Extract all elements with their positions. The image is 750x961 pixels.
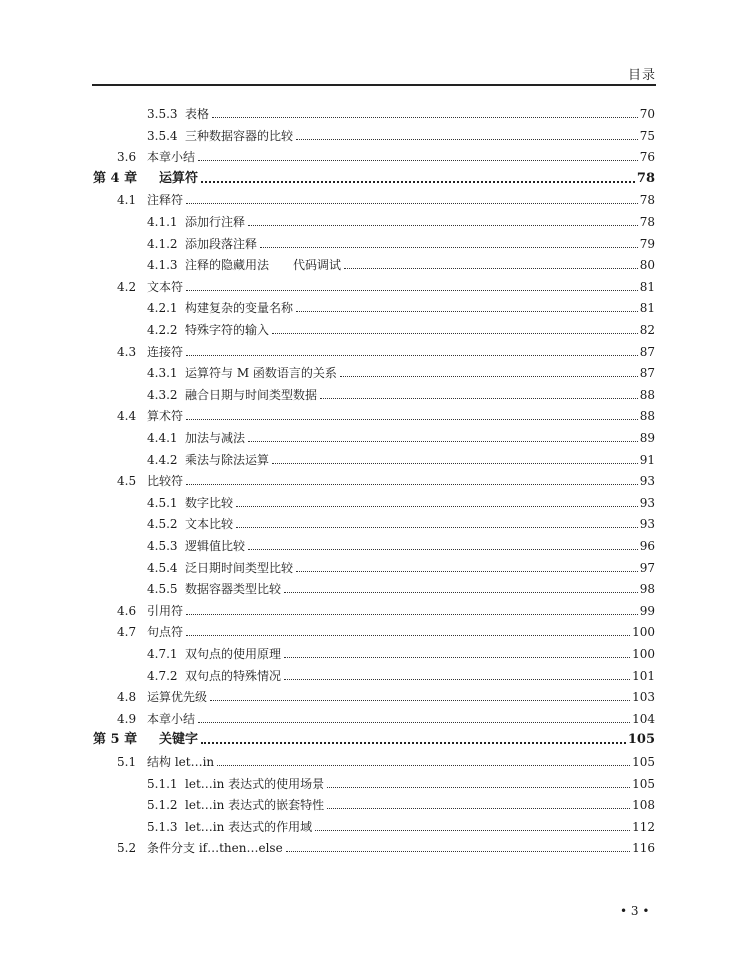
toc-entry-number: 4.4.2 bbox=[147, 452, 178, 467]
toc-entry[interactable] bbox=[147, 817, 655, 835]
dot-leader bbox=[296, 311, 638, 312]
toc-entry-number: 4.2.2 bbox=[147, 323, 178, 337]
toc-entry[interactable] bbox=[147, 666, 655, 684]
dot-leader bbox=[186, 614, 638, 615]
toc-entry-number: 5.1.3 bbox=[147, 819, 178, 834]
toc-entry[interactable] bbox=[147, 320, 655, 338]
toc-entry-page: 105 bbox=[632, 755, 655, 769]
toc-entry-page: 93 bbox=[639, 495, 655, 510]
toc-entry[interactable] bbox=[117, 406, 655, 424]
dot-leader bbox=[217, 765, 630, 766]
dot-leader bbox=[186, 290, 638, 291]
dot-leader bbox=[236, 527, 638, 528]
toc-entry-title: 关键字 bbox=[159, 732, 199, 748]
dot-leader bbox=[320, 398, 638, 399]
dot-leader bbox=[340, 376, 638, 377]
toc-entry[interactable] bbox=[117, 752, 655, 770]
toc-entry-page: 108 bbox=[632, 798, 655, 813]
toc-entry-page: 116 bbox=[632, 841, 655, 856]
toc-entry-title: 注释符 bbox=[147, 193, 184, 208]
toc-entry-page: 78 bbox=[639, 193, 655, 208]
toc-entry-page: 82 bbox=[639, 323, 655, 337]
dot-leader bbox=[315, 830, 630, 831]
toc-entry-number: 4.1.1 bbox=[147, 215, 178, 229]
toc-entry-number: 3.5.3 bbox=[147, 107, 178, 121]
toc-entry-number: 4.1.3 bbox=[147, 258, 178, 273]
toc-entry-page: 93 bbox=[639, 474, 655, 489]
toc-entry-title: 算术符 bbox=[147, 409, 184, 424]
toc-entry-number: 4.6 bbox=[117, 603, 137, 618]
dot-leader bbox=[296, 139, 638, 140]
toc-entry-page: 105 bbox=[632, 776, 655, 791]
toc-entry-title: 结构 let…in bbox=[147, 755, 215, 769]
toc-entry[interactable] bbox=[147, 774, 655, 792]
toc-entry-title: let…in 表达式的作用域 bbox=[185, 819, 313, 834]
dot-leader bbox=[272, 333, 638, 334]
toc-entry-title: 运算符 bbox=[159, 170, 199, 186]
dot-leader bbox=[198, 722, 630, 723]
toc-entry-page: 93 bbox=[639, 517, 655, 532]
toc-entry-number: 第 4 章 bbox=[93, 170, 138, 186]
toc-entry[interactable] bbox=[117, 471, 655, 489]
toc-entry-title: 加法与减法 bbox=[185, 431, 246, 445]
running-header-title: 目录 bbox=[627, 68, 656, 83]
toc-entry-page: 100 bbox=[632, 625, 655, 640]
toc-entry-title: 融合日期与时间类型数据 bbox=[185, 387, 318, 402]
toc-entry-page: 98 bbox=[639, 582, 655, 597]
dot-leader bbox=[344, 268, 638, 269]
toc-entry-page: 87 bbox=[639, 366, 655, 381]
toc-entry-number: 4.5.1 bbox=[147, 495, 178, 510]
dot-leader bbox=[198, 160, 638, 161]
toc-entry-title: 构建复杂的变量名称 bbox=[185, 301, 294, 316]
toc-entry-title: 三种数据容器的比较 bbox=[185, 128, 294, 143]
toc-entry-number: 4.5.4 bbox=[147, 560, 178, 575]
toc-entry-number: 4.3.1 bbox=[147, 366, 178, 381]
toc-entry-page: 75 bbox=[639, 128, 655, 143]
toc-entry-number: 3.5.4 bbox=[147, 128, 178, 143]
toc-entry[interactable] bbox=[147, 450, 655, 468]
toc-entry[interactable] bbox=[117, 622, 655, 640]
dot-leader bbox=[284, 592, 638, 593]
toc-entry[interactable] bbox=[117, 277, 655, 295]
dot-leader bbox=[248, 549, 638, 550]
toc-entry-page: 79 bbox=[639, 236, 655, 251]
toc-entry-title: 文本比较 bbox=[185, 517, 234, 532]
toc-entry[interactable] bbox=[147, 104, 655, 122]
toc-entry-title: 注释的隐藏用法 代码调试 bbox=[185, 258, 342, 273]
toc-entry-page: 99 bbox=[639, 603, 655, 618]
toc-entry-title: 数字比较 bbox=[185, 495, 234, 510]
dot-leader bbox=[272, 463, 638, 464]
toc-entry[interactable] bbox=[147, 644, 655, 662]
toc-entry-number: 4.7.1 bbox=[147, 647, 178, 661]
dot-leader bbox=[327, 808, 630, 809]
toc-entry-title: 条件分支 if…then…else bbox=[147, 841, 283, 856]
toc-entry-page: 112 bbox=[632, 819, 655, 834]
toc-entry-title: 句点符 bbox=[147, 625, 184, 640]
toc-entry-title: 运算符与 M 函数语言的关系 bbox=[185, 366, 337, 381]
dot-leader bbox=[296, 571, 638, 572]
toc-entry[interactable] bbox=[147, 126, 655, 144]
toc-entry-number: 5.1 bbox=[117, 755, 137, 769]
page-number: • 3 • bbox=[620, 904, 650, 918]
toc-entry-number: 4.4.1 bbox=[147, 431, 178, 445]
toc-entry-title: 本章小结 bbox=[147, 711, 196, 726]
toc-entry-page: 80 bbox=[639, 258, 655, 273]
toc-entry[interactable] bbox=[147, 298, 655, 316]
toc-entry-number: 4.5.5 bbox=[147, 582, 178, 597]
toc-entry-title: 添加段落注释 bbox=[185, 236, 258, 251]
toc-entry-title: 数据容器类型比较 bbox=[185, 582, 282, 597]
toc-entry-number: 4.9 bbox=[117, 711, 137, 726]
toc-entry-page: 96 bbox=[639, 539, 655, 553]
dot-leader bbox=[212, 117, 638, 118]
toc-entry-page: 81 bbox=[639, 279, 655, 294]
toc-entry-title: let…in 表达式的嵌套特性 bbox=[185, 798, 325, 813]
toc-entry-number: 3.6 bbox=[117, 150, 137, 165]
toc-entry[interactable] bbox=[117, 147, 655, 165]
toc-entry-title: 表格 bbox=[185, 107, 210, 121]
toc-entry-page: 100 bbox=[632, 647, 655, 661]
toc-entry-page: 103 bbox=[632, 690, 655, 705]
dot-leader bbox=[260, 247, 638, 248]
dot-leader bbox=[186, 355, 638, 356]
toc-chapter-entry[interactable] bbox=[93, 730, 655, 748]
toc-entry-title: let…in 表达式的使用场景 bbox=[185, 776, 325, 791]
dot-leader bbox=[201, 181, 635, 183]
dot-leader bbox=[248, 225, 638, 226]
toc-entry-page: 91 bbox=[639, 452, 655, 467]
toc-entry[interactable] bbox=[117, 838, 655, 856]
toc-entry[interactable] bbox=[147, 514, 655, 532]
toc-entry-title: 特殊字符的输入 bbox=[185, 323, 270, 337]
toc-entry[interactable] bbox=[147, 558, 655, 576]
toc-entry[interactable] bbox=[147, 579, 655, 597]
dot-leader bbox=[186, 635, 630, 636]
dot-leader bbox=[248, 441, 638, 442]
toc-entry-title: 双句点的使用原理 bbox=[185, 647, 282, 661]
toc-entry-title: 运算优先级 bbox=[147, 690, 208, 705]
toc-entry-title: 乘法与除法运算 bbox=[185, 452, 270, 467]
toc-entry-number: 4.5 bbox=[117, 474, 137, 489]
toc-entry[interactable] bbox=[147, 212, 655, 230]
dot-leader bbox=[186, 419, 638, 420]
toc-entry-number: 4.4 bbox=[117, 409, 137, 424]
toc-entry-page: 104 bbox=[632, 711, 655, 726]
toc-entry-page: 78 bbox=[639, 215, 655, 229]
toc-entry-page: 70 bbox=[639, 107, 655, 121]
toc-entry[interactable] bbox=[117, 601, 655, 619]
toc-entry[interactable] bbox=[147, 255, 655, 273]
toc-entry-page: 87 bbox=[639, 344, 655, 359]
toc-entry[interactable] bbox=[147, 428, 655, 446]
toc-entry-title: 连接符 bbox=[147, 344, 184, 359]
toc-entry-page: 97 bbox=[639, 560, 655, 575]
toc-entry-title: 双句点的特殊情况 bbox=[185, 668, 282, 683]
toc-entry[interactable] bbox=[147, 493, 655, 511]
toc-entry-title: 逻辑值比较 bbox=[185, 539, 246, 553]
toc-entry-title: 本章小结 bbox=[147, 150, 196, 165]
toc-entry-number: 5.1.2 bbox=[147, 798, 178, 813]
toc-entry-page: 101 bbox=[632, 668, 655, 683]
toc-entry-number: 4.5.3 bbox=[147, 539, 178, 553]
toc-entry[interactable] bbox=[117, 709, 655, 727]
toc-entry-number: 第 5 章 bbox=[93, 732, 138, 748]
toc-entry-title: 比较符 bbox=[147, 474, 184, 489]
toc-entry-number: 4.1.2 bbox=[147, 236, 178, 251]
dot-leader bbox=[284, 657, 630, 658]
toc-entry[interactable] bbox=[147, 795, 655, 813]
toc-entry-number: 4.7.2 bbox=[147, 668, 178, 683]
toc-entry-page: 81 bbox=[639, 301, 655, 316]
toc-entry[interactable] bbox=[147, 536, 655, 554]
toc-entry-page: 88 bbox=[639, 409, 655, 424]
toc-entry-page: 89 bbox=[639, 431, 655, 445]
toc-entry-number: 4.2 bbox=[117, 279, 137, 294]
dot-leader bbox=[286, 851, 630, 852]
toc-entry-title: 添加行注释 bbox=[185, 215, 246, 229]
toc-entry-title: 文本符 bbox=[147, 279, 184, 294]
toc-entry-title: 泛日期时间类型比较 bbox=[185, 560, 294, 575]
toc-entry-page: 88 bbox=[639, 387, 655, 402]
dot-leader bbox=[186, 203, 638, 204]
toc-entry-number: 4.2.1 bbox=[147, 301, 178, 316]
toc-entry[interactable] bbox=[147, 234, 655, 252]
toc-entry-number: 5.1.1 bbox=[147, 776, 178, 791]
dot-leader bbox=[201, 742, 626, 744]
dot-leader bbox=[186, 484, 638, 485]
toc-entry[interactable] bbox=[117, 190, 655, 208]
toc-entry[interactable] bbox=[117, 687, 655, 705]
toc-entry-page: 105 bbox=[627, 732, 655, 748]
dot-leader bbox=[327, 787, 630, 788]
toc-entry[interactable] bbox=[147, 385, 655, 403]
toc-entry-page: 76 bbox=[639, 150, 655, 165]
toc-entry-page: 78 bbox=[636, 170, 655, 186]
header-rule bbox=[92, 84, 656, 86]
toc-entry-title: 引用符 bbox=[147, 603, 184, 618]
dot-leader bbox=[236, 506, 638, 507]
toc-entry[interactable] bbox=[117, 342, 655, 360]
toc-entry-number: 4.3.2 bbox=[147, 387, 178, 402]
toc-entry-number: 4.1 bbox=[117, 193, 137, 208]
toc-entry-number: 4.7 bbox=[117, 625, 137, 640]
toc-entry-number: 4.3 bbox=[117, 344, 137, 359]
dot-leader bbox=[210, 700, 630, 701]
toc-entry-number: 5.2 bbox=[117, 841, 137, 856]
toc-entry[interactable] bbox=[147, 363, 655, 381]
dot-leader bbox=[284, 679, 630, 680]
toc-chapter-entry[interactable] bbox=[93, 169, 655, 187]
toc-entry-number: 4.8 bbox=[117, 690, 137, 705]
toc-entry-number: 4.5.2 bbox=[147, 517, 178, 532]
